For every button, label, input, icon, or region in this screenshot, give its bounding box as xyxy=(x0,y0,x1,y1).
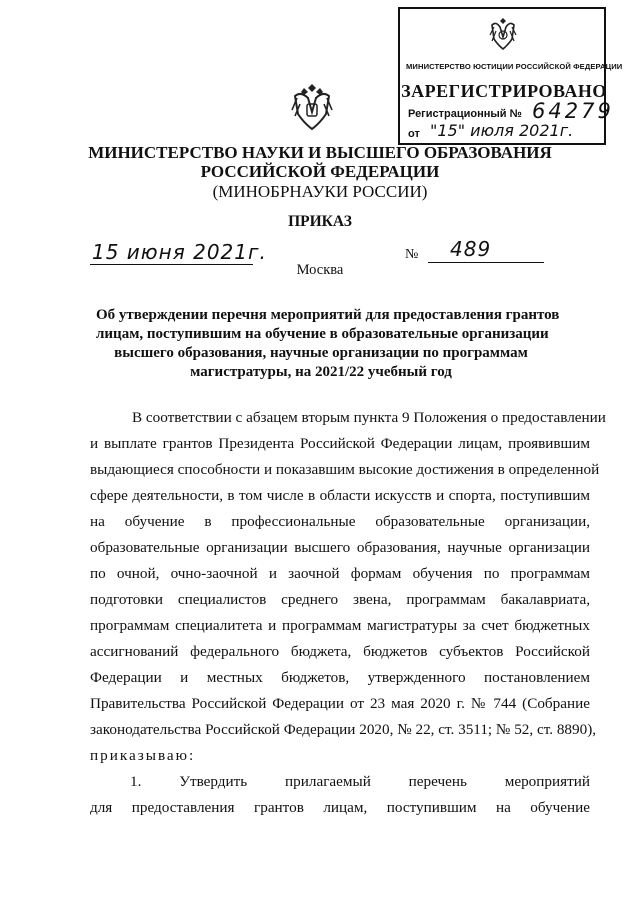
subject-line: Об утверждении перечня мероприятий для предоставления грантов xyxy=(96,307,560,323)
body-line: программам специалитета и программам магистратуры за счет бюджетных xyxy=(90,617,590,634)
state-emblem-icon xyxy=(290,82,334,132)
subject-line: магистратуры, на 2021/22 учебный год xyxy=(190,364,452,380)
body-line: для предоставления грантов лицам, поступившим на обучение xyxy=(90,799,590,816)
body-line: Правительства Российской Федерации от 23 мая 2020 г. № 744 (Собрание xyxy=(90,695,590,712)
body-line: ассигнований федерального бюджета, бюджетов субъектов Российской xyxy=(90,643,590,660)
stamp-registration-number: 64279 xyxy=(532,99,614,123)
order-city: Москва xyxy=(296,262,344,278)
subject-line: лицам, поступившим на обучение в образовательные организации xyxy=(96,326,549,342)
stamp-ministry-name: МИНИСТЕРСТВО ЮСТИЦИИ РОССИЙСКОЙ ФЕДЕРАЦИИ xyxy=(406,62,623,71)
stamp-registration-number-label: Регистрационный № xyxy=(408,108,522,120)
order-subject xyxy=(96,306,560,382)
order-number-label: № xyxy=(405,247,419,262)
body-line: выдающиеся способности и показавшим высокие достижения в определенной xyxy=(90,461,600,478)
body-line: на обучение в профессиональные образовательные организации, xyxy=(90,513,590,530)
order-number: 489 xyxy=(450,237,492,261)
registration-stamp xyxy=(398,7,623,145)
ministry-name-line-1: МИНИСТЕРСТВО НАУКИ И ВЫСШЕГО ОБРАЗОВАНИЯ xyxy=(88,143,552,162)
ministry-name-line-2: РОССИЙСКОЙ ФЕДЕРАЦИИ xyxy=(200,162,440,181)
stamp-date-label: от xyxy=(408,128,420,140)
body-line: 1. Утвердить прилагаемый перечень мероприятий xyxy=(130,773,590,790)
ministry-short-name: (МИНОБРНАУКИ РОССИИ) xyxy=(212,182,428,201)
body-line: В соответствии с абзацем вторым пункта 9 Положения о предоставлении xyxy=(132,409,606,426)
body-line: по очной, очно-заочной и заочной формам обучения по программам xyxy=(90,565,590,582)
body-line: образовательные организации высшего образования, научные организации xyxy=(90,539,590,556)
body-line: законодательства Российской Федерации 2020, № 22, ст. 3511; № 52, ст. 8890), xyxy=(90,721,597,738)
order-title: ПРИКАЗ xyxy=(288,213,352,230)
subject-line: высшего образования, научные организации по программам xyxy=(114,345,528,361)
body-line: и выплате грантов Президента Российской Федерации лицам, проявившим xyxy=(90,435,590,452)
body-line: сфере деятельности, в том числе в области искусств и спорта, поступившим xyxy=(90,487,590,504)
order-date: 15 июня 2021г. xyxy=(92,240,267,264)
body-line: Федерации и местных бюджетов, утвержденного постановлением xyxy=(90,669,590,686)
body-line: приказываю: xyxy=(90,747,196,764)
stamp-date: "15" июля 2021г. xyxy=(430,121,574,140)
coat-of-arms-icon xyxy=(488,15,518,53)
body-line: подготовки специалистов среднего звена, программам бакалавриата, xyxy=(90,591,590,608)
stamp-registered-label: ЗАРЕГИСТРИРОВАНО xyxy=(401,81,607,101)
